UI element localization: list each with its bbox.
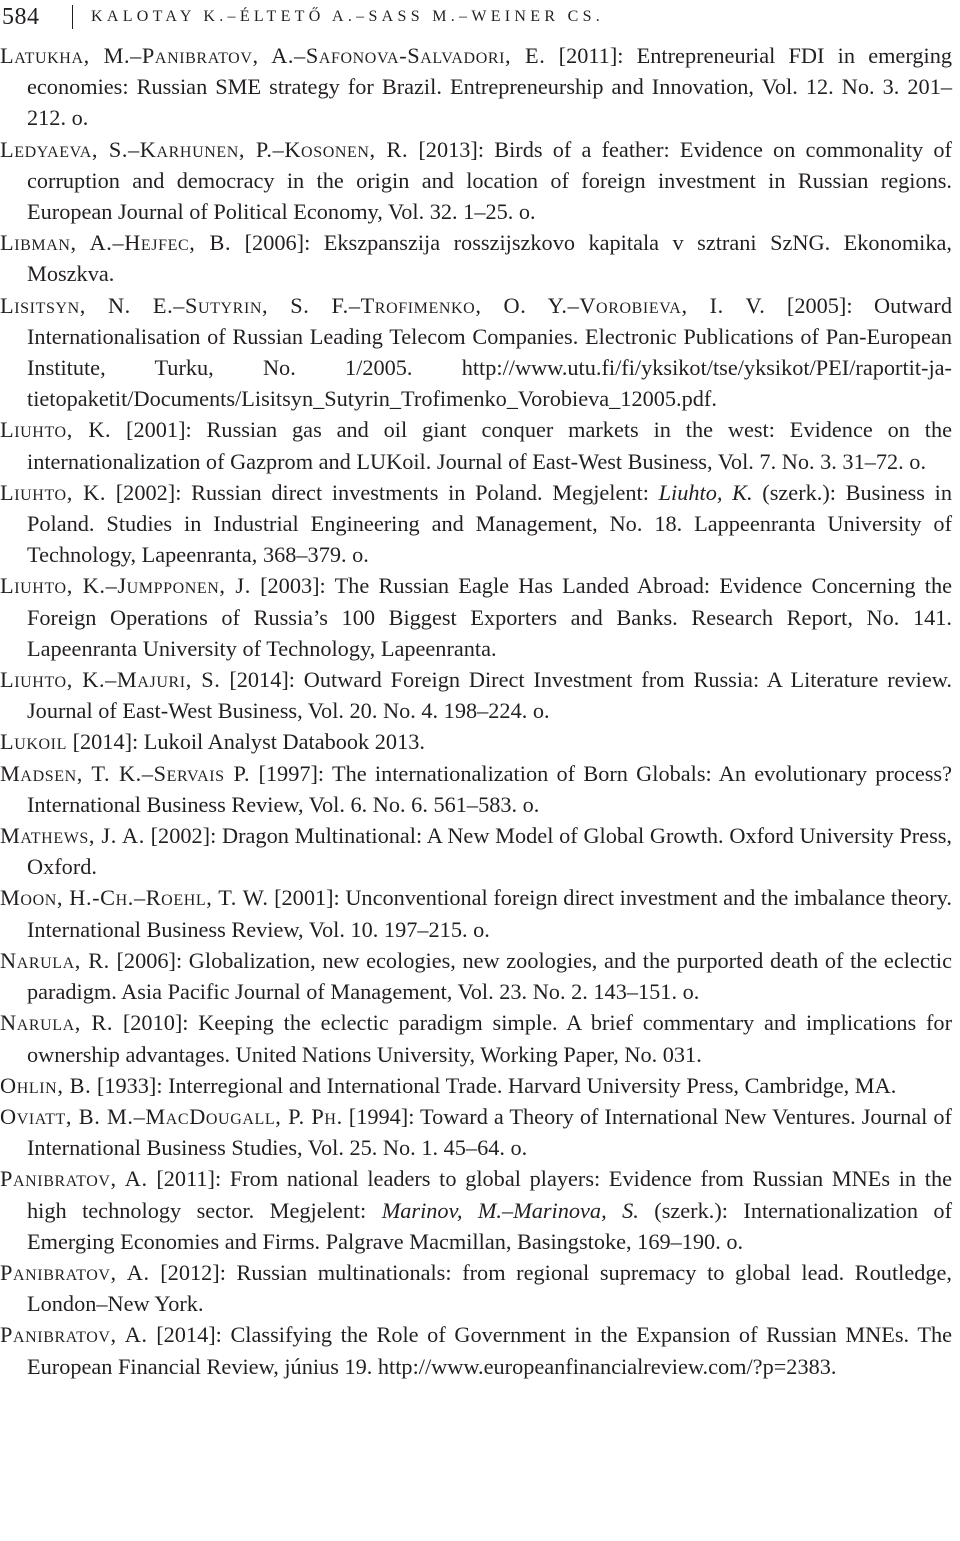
reference-text: [2013]: Birds of a feather: Evidence on commonality of corruption and democracy in the origin and location of foreign investment in Russian regions. European Journal of Political Economy, Vol. 32. 1–25. o.: [27, 136, 952, 225]
reference-authors: Liuhto, K.–Majuri, S.: [0, 667, 221, 693]
reference-authors: Liuhto, K.–Jumpponen, J.: [0, 573, 251, 599]
reference-entry: [0, 1163, 952, 1257]
reference-entry: [0, 1007, 952, 1069]
running-head-authors: KALOTAY K.–ÉLTETŐ A.–SASS M.–WEINER CS.: [91, 8, 605, 25]
reference-entry: [0, 290, 952, 415]
reference-authors: Oviatt, B. M.–MacDougall, P. Ph.: [0, 1103, 343, 1129]
reference-text: [1994]: Toward a Theory of International New Ventures. Journal of International Business Studies, Vol. 25. No. 1. 45–64. o.: [27, 1103, 952, 1161]
reference-authors: Panibratov, A.: [0, 1166, 148, 1192]
reference-text: [2001]: Russian gas and oil giant conquer markets in the west: Evidence on the internationalization of Gazprom and LUKoil. Journal of East-West Business, Vol. 7. No. 3. 31–72. o.: [27, 417, 952, 474]
reference-authors: Liuhto, K.: [0, 417, 112, 443]
reference-text: [2002]: Dragon Multinational: A New Model of Global Growth. Oxford University Press, Oxford.: [27, 823, 952, 880]
reference-entry: [0, 726, 952, 757]
header-divider: [72, 5, 73, 29]
reference-authors: Moon, H.-Ch.–Roehl, T. W.: [0, 885, 269, 911]
reference-entry: [0, 1257, 952, 1319]
reference-text: [2014]: Outward Foreign Direct Investment from Russia: A Literature review. Journal of East-West Business, Vol. 20. No. 4. 198–224. o.: [27, 667, 952, 724]
reference-editor: Marinov, M.–Marinova, S.: [381, 1197, 639, 1223]
reference-text: [2014]: Classifying the Role of Government in the Expansion of Russian MNEs. The European Financial Review, június 19. http://www.europeanfinancialreview.com/?p=2383.: [27, 1322, 952, 1379]
reference-authors: Lisitsyn, N. E.–Sutyrin, S. F.–Trofimenko, O. Y.–Vorobieva, I. V.: [0, 292, 766, 318]
reference-authors: Panibratov, A.: [0, 1322, 148, 1348]
reference-entry: [0, 1319, 952, 1381]
reference-authors: Ledyaeva, S.–Karhunen, P.–Kosonen, R.: [0, 136, 409, 162]
reference-entry: [0, 758, 952, 820]
reference-text: [1933]: Interregional and International Trade. Harvard University Press, Cambridge, MA.: [91, 1072, 897, 1098]
reference-text: [2002]: Russian direct investments in Poland. Megjelent:: [106, 479, 659, 505]
reference-text-continued: (szerk.): Business in Poland. Studies in Industrial Engineering and Management, No. 18. Lappeenranta University of Technology, Lapeenranta, 368–379. o.: [27, 479, 952, 568]
reference-authors: Ohlin, B.: [0, 1072, 92, 1098]
reference-authors: Liuhto, K.: [0, 479, 107, 505]
reference-authors: Madsen, T. K.–Servais P.: [0, 760, 251, 786]
reference-authors: Lukoil: [0, 729, 67, 755]
reference-entry: [0, 945, 952, 1007]
reference-entry: [0, 477, 952, 571]
reference-text-continued: (szerk.): Internationalization of Emerging Economies and Firms. Palgrave Macmillan, Basingstoke, 169–190. o.: [27, 1197, 952, 1254]
reference-text: [2010]: Keeping the eclectic paradigm simple. A brief commentary and implications for ownership advantages. United Nations University, Working Paper, No. 031.: [27, 1010, 952, 1067]
reference-entry: [0, 414, 952, 476]
reference-text: [2011]: Entrepreneurial FDI in emerging economies: Russian SME strategy for Brazil. Entrepreneurship and Innovation, Vol. 12. No. 3. 201–212. o.: [27, 43, 952, 131]
reference-entry: [0, 134, 952, 228]
reference-entry: [0, 1070, 952, 1101]
reference-authors: Panibratov, A.: [0, 1259, 150, 1285]
reference-text: [2001]: Unconventional foreign direct investment and the imbalance theory. International Business Review, Vol. 10. 197–215. o.: [27, 885, 952, 942]
reference-text: [2003]: The Russian Eagle Has Landed Abroad: Evidence Concerning the Foreign Operations of Russia’s 100 Biggest Exporters and Banks. Research Report, No. 141. Lapeenranta University of Technology, Lapeenranta.: [27, 573, 952, 661]
reference-text: [2012]: Russian multinationals: from regional supremacy to global lead. Routledge, London–New York.: [27, 1259, 952, 1317]
reference-editor: Liuhto, K.: [658, 479, 753, 505]
reference-text: [2011]: From national leaders to global players: Evidence from Russian MNEs in the high technology sector. Megjelent:: [27, 1166, 952, 1223]
reference-entry: [0, 227, 952, 289]
reference-text: [2006]: Globalization, new ecologies, new zoologies, and the purported death of the eclectic paradigm. Asia Pacific Journal of Management, Vol. 23. No. 2. 143–151. o.: [27, 947, 953, 1005]
reference-entry: [0, 1101, 952, 1163]
reference-entry: [0, 40, 952, 134]
reference-authors: Latukha, M.–Panibratov, A.–Safonova-Salvadori, E.: [0, 43, 546, 68]
reference-list: [0, 40, 952, 1382]
reference-authors: Narula, R.: [0, 1010, 114, 1036]
reference-text: [2014]: Lukoil Analyst Databook 2013.: [67, 729, 425, 755]
reference-text: [2006]: Ekszpanszija rosszijszkovo kapitala v sztrani SzNG. Ekonomika, Moszkva.: [27, 230, 952, 287]
reference-text: [1997]: The internationalization of Born Globals: An evolutionary process? International Business Review, Vol. 6. No. 6. 561–583. o.: [27, 760, 952, 817]
reference-entry: [0, 820, 952, 882]
running-head: [0, 0, 952, 34]
page-number: 584: [2, 3, 40, 30]
reference-authors: Mathews, J. A.: [0, 823, 145, 849]
reference-entry: [0, 664, 952, 726]
reference-entry: [0, 882, 952, 944]
reference-text: [2005]: Outward Internationalisation of Russian Leading Telecom Companies. Electronic Publications of Pan-European Institute, Turku, No. 1/2005. http://www.utu.fi/fi/yksikot/tse/yksikot/PEI/raportit-ja-tietopaketit/Documents/Lisitsyn_Sutyrin_Trofimenko_Vorobieva_12005.pdf.: [27, 292, 952, 412]
reference-authors: Libman, A.–Hejfec, B.: [0, 230, 232, 256]
reference-authors: Narula, R.: [0, 947, 110, 973]
reference-entry: [0, 570, 952, 664]
